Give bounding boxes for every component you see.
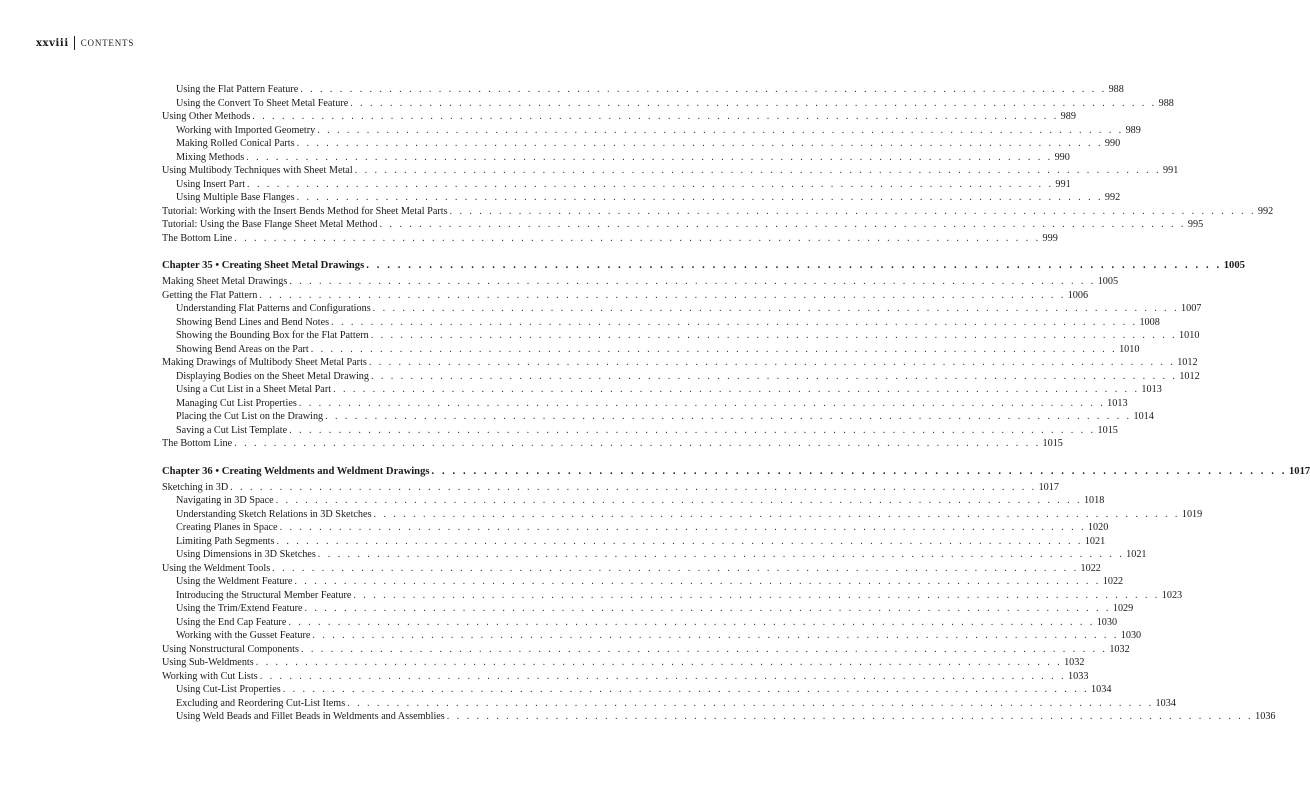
dot-leader: . . . . . . . . . . . . . . . . . . . . . . . . . . . . . . . . . . . . . . . . . . . . . . . . . . . . . . . . . . . . . . . . . . . . . . . . . . . . . . . . . . [288,616,1095,628]
dot-leader: . . . . . . . . . . . . . . . . . . . . . . . . . . . . . . . . . . . . . . . . . . . . . . . . . . . . . . . . . . . . . . . . . . . . . . . . . . . . . . . . . . [317,549,1125,560]
toc-entry-page-number: 989 [1125,124,1141,136]
toc-entry[interactable] [162,508,1203,523]
toc-entry[interactable] [162,192,1121,206]
toc-entry-title: The Bottom Line [162,438,233,449]
toc-entry-page-number: 1015 [1042,438,1063,449]
toc-entry-page-number: 990 [1104,138,1121,149]
toc-entry-page-number: 1019 [1181,508,1203,520]
toc-entry[interactable] [162,330,1200,344]
toc-entry[interactable] [162,343,1140,358]
toc-entry[interactable] [162,138,1121,152]
dot-leader: . . . . . . . . . . . . . . . . . . . . . . . . . . . . . . . . . . . . . . . . . . . . . . . . . . . . . . . . . . . . . . . . . . . . . . . . . . . . . . . . . . [333,384,1140,395]
dot-leader: . . . . . . . . . . . . . . . . . . . . . . . . . . . . . . . . . . . . . . . . . . . . . . . . . . . . . . . . . . . . . . . . . . . . . . . . . . . . . . . . . . [317,124,1124,136]
toc-entry-page-number: 992 [1104,192,1121,203]
toc-entry-title: Displaying Bodies on the Sheet Metal Drawing [176,370,369,382]
chapter-title: Chapter 35 • Creating Sheet Metal Drawings [162,260,365,271]
toc-entry-title: Creating Planes in Space [176,522,278,533]
dot-leader: . . . . . . . . . . . . . . . . . . . . . . . . . . . . . . . . . . . . . . . . . . . . . . . . . . . . . . . . . . . . . . . . . . . . . . . . . . . . . . . . . . [234,438,1041,449]
dot-leader: . . . . . . . . . . . . . . . . . . . . . . . . . . . . . . . . . . . . . . . . . . . . . . . . . . . . . . . . . . . . . . . . . . . . . . . . . . . . . . . . . . [304,603,1111,614]
dot-leader: . . . . . . . . . . . . . . . . . . . . . . . . . . . . . . . . . . . . . . . . . . . . . . . . . . . . . . . . . . . . . . . . . . . . . . . . . . . . . . . . . . [350,97,1157,109]
toc-entry[interactable] [162,495,1105,509]
toc-entry-page-number: 1034 [1155,697,1176,709]
toc-entry-title: Using the Convert To Sheet Metal Feature [176,97,349,109]
toc-entry-title: Limiting Path Segments [176,535,275,547]
toc-entry-page-number: 1029 [1112,603,1134,614]
toc-entry-title: Introducing the Structural Member Feature [176,589,352,601]
dot-leader: . . . . . . . . . . . . . . . . . . . . . . . . . . . . . . . . . . . . . . . . . . . . . . . . . . . . . . . . . . . . . . . . . . . . . . . . . . . . . . . . . . [370,330,1178,341]
toc-entry-page-number: 1018 [1083,495,1105,506]
dot-leader: . . . . . . . . . . . . . . . . . . . . . . . . . . . . . . . . . . . . . . . . . . . . . . . . . . . . . . . . . . . . . . . . . . . . . . . . . . . . . . . . . . [300,84,1107,95]
toc-entry-title: Using Nonstructural Components [162,643,299,655]
toc-entry-page-number: 1015 [1097,424,1118,436]
toc-entry-title: Working with Imported Geometry [176,124,316,136]
toc-entry-title: Using the Weldment Tools [162,562,271,574]
toc-entry-title: Using the Trim/Extend Feature [176,603,303,614]
toc-entry-title: Using Multiple Base Flanges [176,192,295,203]
toc-entry[interactable] [162,589,1183,604]
toc-entry-title: Showing Bend Lines and Bend Notes [176,316,330,328]
dot-leader: . . . . . . . . . . . . . . . . . . . . . . . . . . . . . . . . . . . . . . . . . . . . . . . . . . . . . . . . . . . . . . . . . . . . . . . . . . . . . . . . . . [296,192,1103,203]
toc-entry-page-number: 1023 [1161,589,1183,601]
dot-leader: . . . . . . . . . . . . . . . . . . . . . . . . . . . . . . . . . . . . . . . . . . . . . . . . . . . . . . . . . . . . . . . . . . . . . . . . . . . . . . . . . . [300,643,1108,655]
toc-entry-page-number: 1032 [1064,657,1085,668]
toc-entry-page-number: 1014 [1133,411,1154,422]
toc-entry-page-number: 1033 [1068,670,1089,682]
toc-entry-title: Tutorial: Working with the Insert Bends Method for Sheet Metal Parts [162,205,448,217]
toc-entry[interactable] [162,111,1076,125]
toc-entry-title: Making Sheet Metal Drawings [162,276,288,287]
toc-entry[interactable] [162,232,1058,247]
toc-entry[interactable] [162,522,1109,536]
toc-entry-title: Working with the Gusset Feature [176,630,311,641]
dot-leader: . . . . . . . . . . . . . . . . . . . . . . . . . . . . . . . . . . . . . . . . . . . . . . . . . . . . . . . . . . . . . . . . . . . . . . . . . . . . . . . . . . [247,178,1054,190]
dot-leader: . . . . . . . . . . . . . . . . . . . . . . . . . . . . . . . . . . . . . . . . . . . . . . . . . . . . . . . . . . . . . . . . . . . . . . . . . . . . . . . . . . [289,424,1096,436]
toc-entry-title: Sketching in 3D [162,481,229,493]
toc-entry[interactable] [162,84,1124,98]
toc-entry[interactable] [162,535,1106,550]
toc-entry-page-number: 1032 [1109,643,1130,655]
toc-entry-page-number: 995 [1187,219,1204,230]
toc-entry[interactable] [162,697,1176,712]
toc-entry[interactable] [162,289,1089,304]
toc-entry[interactable] [162,370,1200,385]
toc-entry[interactable] [162,603,1134,617]
toc-entry[interactable] [162,397,1128,412]
dot-leader: . . . . . . . . . . . . . . . . . . . . . . . . . . . . . . . . . . . . . . . . . . . . . . . . . . . . . . . . . . . . . . . . . . . . . . . . . . . . . . . . . . [259,670,1067,682]
toc-entry-title: Managing Cut List Properties [176,397,297,409]
toc-entry-page-number: 999 [1042,232,1058,244]
toc-entry-title: Using the Weldment Feature [176,576,293,587]
toc-entry[interactable] [162,276,1119,290]
toc-entry-page-number: 1021 [1084,535,1106,547]
toc-entry-title: Showing Bend Areas on the Part [176,343,309,355]
dot-leader: . . . . . . . . . . . . . . . . . . . . . . . . . . . . . . . . . . . . . . . . . . . . . . . . . . . . . . . . . . . . . . . . . . . . . . . . . . . . . . . . . . [296,138,1103,149]
dot-leader: . . . . . . . . . . . . . . . . . . . . . . . . . . . . . . . . . . . . . . . . . . . . . . . . . . . . . . . . . . . . . . . . . . . . . . . . . . . . . . . . . . [379,219,1186,230]
toc-entry-page-number: 988 [1158,97,1174,109]
toc-entry[interactable] [162,616,1118,631]
toc-entry-title: Using Weld Beads and Fillet Beads in Weldments and Assemblies [176,711,445,722]
dot-leader: . . . . . . . . . . . . . . . . . . . . . . . . . . . . . . . . . . . . . . . . . . . . . . . . . . . . . . . . . . . . . . . . . . . . . . . . . . . . . . . . . . [354,165,1162,176]
running-header [36,36,134,50]
toc-entry[interactable] [162,316,1160,331]
dot-leader: . . . . . . . . . . . . . . . . . . . . . . . . . . . . . . . . . . . . . . . . . . . . . . . . . . . . . . . . . . . . . . . . . . . . . . . . . . . . . . . . . . [255,657,1063,668]
toc-entry-page-number: 1013 [1107,397,1128,409]
toc-entry[interactable] [162,630,1142,644]
dot-leader: . . . . . . . . . . . . . . . . . . . . . . . . . . . . . . . . . . . . . . . . . . . . . . . . . . . . . . . . . . . . . . . . . . . . . . . . . . . . . . . . . . [276,535,1083,547]
toc-entry-title: Navigating in 3D Space [176,495,274,506]
toc-entry-title: Using Multibody Techniques with Sheet Metal [162,165,353,176]
toc-entry[interactable] [162,151,1070,166]
dot-leader: . . . . . . . . . . . . . . . . . . . . . . . . . . . . . . . . . . . . . . . . . . . . . . . . . . . . . . . . . . . . . . . . . . . . . . . . . . . . . . . . . . [449,205,1256,217]
toc-entry-page-number: 1013 [1141,384,1162,395]
chapter-spacer [162,452,582,466]
dot-leader: . . . . . . . . . . . . . . . . . . . . . . . . . . . . . . . . . . . . . . . . . . . . . . . . . . . . . . . . . . . . . . . . . . . . . . . . . . . . . . . . . . [373,508,1180,520]
dot-leader: . . . . . . . . . . . . . . . . . . . . . . . . . . . . . . . . . . . . . . . . . . . . . . . . . . . . . . . . . . . . . . . . . . . . . . . . . . . . . . . . . . [372,303,1180,314]
toc-entry-page-number: 1008 [1139,316,1160,328]
chapter-heading[interactable] [162,465,1310,482]
toc-entry-page-number: 1034 [1091,684,1112,695]
toc-entry[interactable] [162,643,1130,658]
toc-entry[interactable] [162,357,1198,371]
dot-leader: . . . . . . . . . . . . . . . . . . . . . . . . . . . . . . . . . . . . . . . . . . . . . . . . . . . . . . . . . . . . . . . . . . . . . . . . . . . . . . . . . . [272,562,1079,574]
dot-leader: . . . . . . . . . . . . . . . . . . . . . . . . . . . . . . . . . . . . . . . . . . . . . . . . . . . . . . . . . . . . . . . . . . . . . . . . . . . . . . . . . . [289,276,1096,287]
toc-entry-page-number: 992 [1257,205,1274,217]
toc-entry-title: Using Insert Part [176,178,246,190]
chapter-page-number: 1005 [1223,260,1245,271]
toc-entry[interactable] [162,124,1141,139]
dot-leader: . . . . . . . . . . . . . . . . . . . . . . . . . . . . . . . . . . . . . . . . . . . . . . . . . . . . . . . . . . . . . . . . . . . . . . . . . . . . . . . . . . [259,289,1066,301]
toc-entry-page-number: 1010 [1119,343,1140,355]
toc-entry-title: Making Rolled Conical Parts [176,138,295,149]
dot-leader: . . . . . . . . . . . . . . . . . . . . . . . . . . . . . . . . . . . . . . . . . . . . . . . . . . . . . . . . . . . . . . . . . . . . . . . . . . . . . . . . . . [294,576,1101,587]
toc-entry[interactable] [162,178,1071,193]
toc-entry-title: Placing the Cut List on the Drawing [176,411,324,422]
toc-entry-page-number: 1007 [1181,303,1202,314]
toc-entry-title: Saving a Cut List Template [176,424,288,436]
toc-entry-page-number: 1006 [1067,289,1089,301]
dot-leader: . . . . . . . . . . . . . . . . . . . . . . . . . . . . . . . . . . . . . . . . . . . . . . . . . . . . . . . . . . . . . . . . . . . . . . . . . . . . . . . . . . [366,260,1222,271]
toc-entry-page-number: 1022 [1080,562,1101,574]
header-divider [74,36,75,50]
toc-entry-title: Using Other Methods [162,111,251,122]
toc-entry-page-number: 990 [1054,151,1070,163]
dot-leader: . . . . . . . . . . . . . . . . . . . . . . . . . . . . . . . . . . . . . . . . . . . . . . . . . . . . . . . . . . . . . . . . . . . . . . . . . . . . . . . . . . [312,630,1119,641]
toc-entry-title: Using Cut-List Properties [176,684,281,695]
toc-entry-page-number: 989 [1060,111,1076,122]
dot-leader: . . . . . . . . . . . . . . . . . . . . . . . . . . . . . . . . . . . . . . . . . . . . . . . . . . . . . . . . . . . . . . . . . . . . . . . . . . . . . . . . . . [370,370,1178,382]
toc-entry[interactable] [162,303,1202,317]
page-number: xxviii [36,37,69,49]
toc-entry-title: Showing the Bounding Box for the Flat Pattern [176,330,369,341]
toc-entry[interactable] [162,562,1101,577]
toc-entry-title: Excluding and Reordering Cut-List Items [176,697,346,709]
toc-entry[interactable] [162,165,1179,179]
toc-entry-page-number: 1022 [1102,576,1124,587]
toc-entry-page-number: 1017 [1038,481,1059,493]
chapter-heading[interactable] [162,260,1245,276]
toc-entry-title: Getting the Flat Pattern [162,289,258,301]
toc-entry[interactable] [162,97,1174,112]
dot-leader: . . . . . . . . . . . . . . . . . . . . . . . . . . . . . . . . . . . . . . . . . . . . . . . . . . . . . . . . . . . . . . . . . . . . . . . . . . . . . . . . . . [279,522,1086,533]
toc-entry-page-number: 991 [1055,178,1071,190]
toc-entry[interactable] [162,684,1112,698]
dot-leader: . . . . . . . . . . . . . . . . . . . . . . . . . . . . . . . . . . . . . . . . . . . . . . . . . . . . . . . . . . . . . . . . . . . . . . . . . . . . . . . . . . [353,589,1160,601]
table-of-contents [162,84,1310,725]
toc-entry[interactable] [162,219,1204,233]
toc-entry-title: Using Dimensions in 3D Sketches [176,549,316,560]
toc-entry-page-number: 1010 [1179,330,1200,341]
toc-entry[interactable] [162,711,1276,725]
toc-entry-page-number: 1020 [1087,522,1109,533]
toc-entry[interactable] [162,481,1059,496]
toc-entry[interactable] [162,576,1124,590]
toc-entry-page-number: 1030 [1096,616,1118,628]
dot-leader: . . . . . . . . . . . . . . . . . . . . . . . . . . . . . . . . . . . . . . . . . . . . . . . . . . . . . . . . . . . . . . . . . . . . . . . . . . . . . . . . . . [298,397,1106,409]
toc-entry-page-number: 1021 [1126,549,1147,560]
toc-entry-page-number: 1012 [1177,357,1198,368]
dot-leader: . . . . . . . . . . . . . . . . . . . . . . . . . . . . . . . . . . . . . . . . . . . . . . . . . . . . . . . . . . . . . . . . . . . . . . . . . . . . . . . . . . [282,684,1090,695]
toc-entry-page-number: 1012 [1179,370,1200,382]
toc-entry-title: Tutorial: Using the Base Flange Sheet Metal Method [162,219,378,230]
toc-entry-title: Understanding Sketch Relations in 3D Sketches [176,508,372,520]
toc-entry[interactable] [162,670,1089,685]
dot-leader: . . . . . . . . . . . . . . . . . . . . . . . . . . . . . . . . . . . . . . . . . . . . . . . . . . . . . . . . . . . . . . . . . . . . . . . . . . . . . . . . . . [310,343,1118,355]
toc-entry-page-number: 1005 [1097,276,1119,287]
toc-entry[interactable] [162,657,1085,671]
toc-entry-page-number: 988 [1108,84,1124,95]
toc-entry-page-number: 1030 [1120,630,1142,641]
toc-entry-title: Making Drawings of Multibody Sheet Metal Parts [162,357,367,368]
toc-entry[interactable] [162,205,1274,220]
chapter-spacer [162,246,582,260]
toc-entry[interactable] [162,438,1063,452]
toc-entry-title: The Bottom Line [162,232,233,244]
dot-leader: . . . . . . . . . . . . . . . . . . . . . . . . . . . . . . . . . . . . . . . . . . . . . . . . . . . . . . . . . . . . . . . . . . . . . . . . . . . . . . . . . . [368,357,1176,368]
toc-entry-title: Using the Flat Pattern Feature [176,84,299,95]
dot-leader: . . . . . . . . . . . . . . . . . . . . . . . . . . . . . . . . . . . . . . . . . . . . . . . . . . . . . . . . . . . . . . . . . . . . . . . . . . . . . . . . . . [246,151,1053,163]
dot-leader: . . . . . . . . . . . . . . . . . . . . . . . . . . . . . . . . . . . . . . . . . . . . . . . . . . . . . . . . . . . . . . . . . . . . . . . . . . . . . . . . . . [331,316,1138,328]
toc-entry-title: Understanding Flat Patterns and Configurations [176,303,371,314]
toc-entry[interactable] [162,424,1118,439]
toc-entry-page-number: 991 [1163,165,1179,176]
toc-entry-title: Using a Cut List in a Sheet Metal Part [176,384,332,395]
toc-entry-title: Using the End Cap Feature [176,616,287,628]
dot-leader: . . . . . . . . . . . . . . . . . . . . . . . . . . . . . . . . . . . . . . . . . . . . . . . . . . . . . . . . . . . . . . . . . . . . . . . . . . . . . . . . . . [431,465,1287,477]
dot-leader: . . . . . . . . . . . . . . . . . . . . . . . . . . . . . . . . . . . . . . . . . . . . . . . . . . . . . . . . . . . . . . . . . . . . . . . . . . . . . . . . . . [234,232,1041,244]
section-title: CONTENTS [80,38,135,48]
dot-leader: . . . . . . . . . . . . . . . . . . . . . . . . . . . . . . . . . . . . . . . . . . . . . . . . . . . . . . . . . . . . . . . . . . . . . . . . . . . . . . . . . . [230,481,1037,493]
dot-leader: . . . . . . . . . . . . . . . . . . . . . . . . . . . . . . . . . . . . . . . . . . . . . . . . . . . . . . . . . . . . . . . . . . . . . . . . . . . . . . . . . . [252,111,1059,122]
chapter-page-number: 1017 [1289,465,1310,477]
toc-entry-page-number: 1036 [1255,711,1276,722]
dot-leader: . . . . . . . . . . . . . . . . . . . . . . . . . . . . . . . . . . . . . . . . . . . . . . . . . . . . . . . . . . . . . . . . . . . . . . . . . . . . . . . . . . [325,411,1132,422]
dot-leader: . . . . . . . . . . . . . . . . . . . . . . . . . . . . . . . . . . . . . . . . . . . . . . . . . . . . . . . . . . . . . . . . . . . . . . . . . . . . . . . . . . [446,711,1254,722]
toc-entry[interactable] [162,411,1154,425]
chapter-title: Chapter 36 • Creating Weldments and Weldment Drawings [162,465,430,477]
dot-leader: . . . . . . . . . . . . . . . . . . . . . . . . . . . . . . . . . . . . . . . . . . . . . . . . . . . . . . . . . . . . . . . . . . . . . . . . . . . . . . . . . . [275,495,1082,506]
toc-entry[interactable] [162,384,1162,398]
dot-leader: . . . . . . . . . . . . . . . . . . . . . . . . . . . . . . . . . . . . . . . . . . . . . . . . . . . . . . . . . . . . . . . . . . . . . . . . . . . . . . . . . . [347,697,1154,709]
toc-entry[interactable] [162,549,1147,563]
toc-entry-title: Mixing Methods [176,151,245,163]
toc-entry-title: Working with Cut Lists [162,670,258,682]
toc-entry-title: Using Sub-Weldments [162,657,254,668]
